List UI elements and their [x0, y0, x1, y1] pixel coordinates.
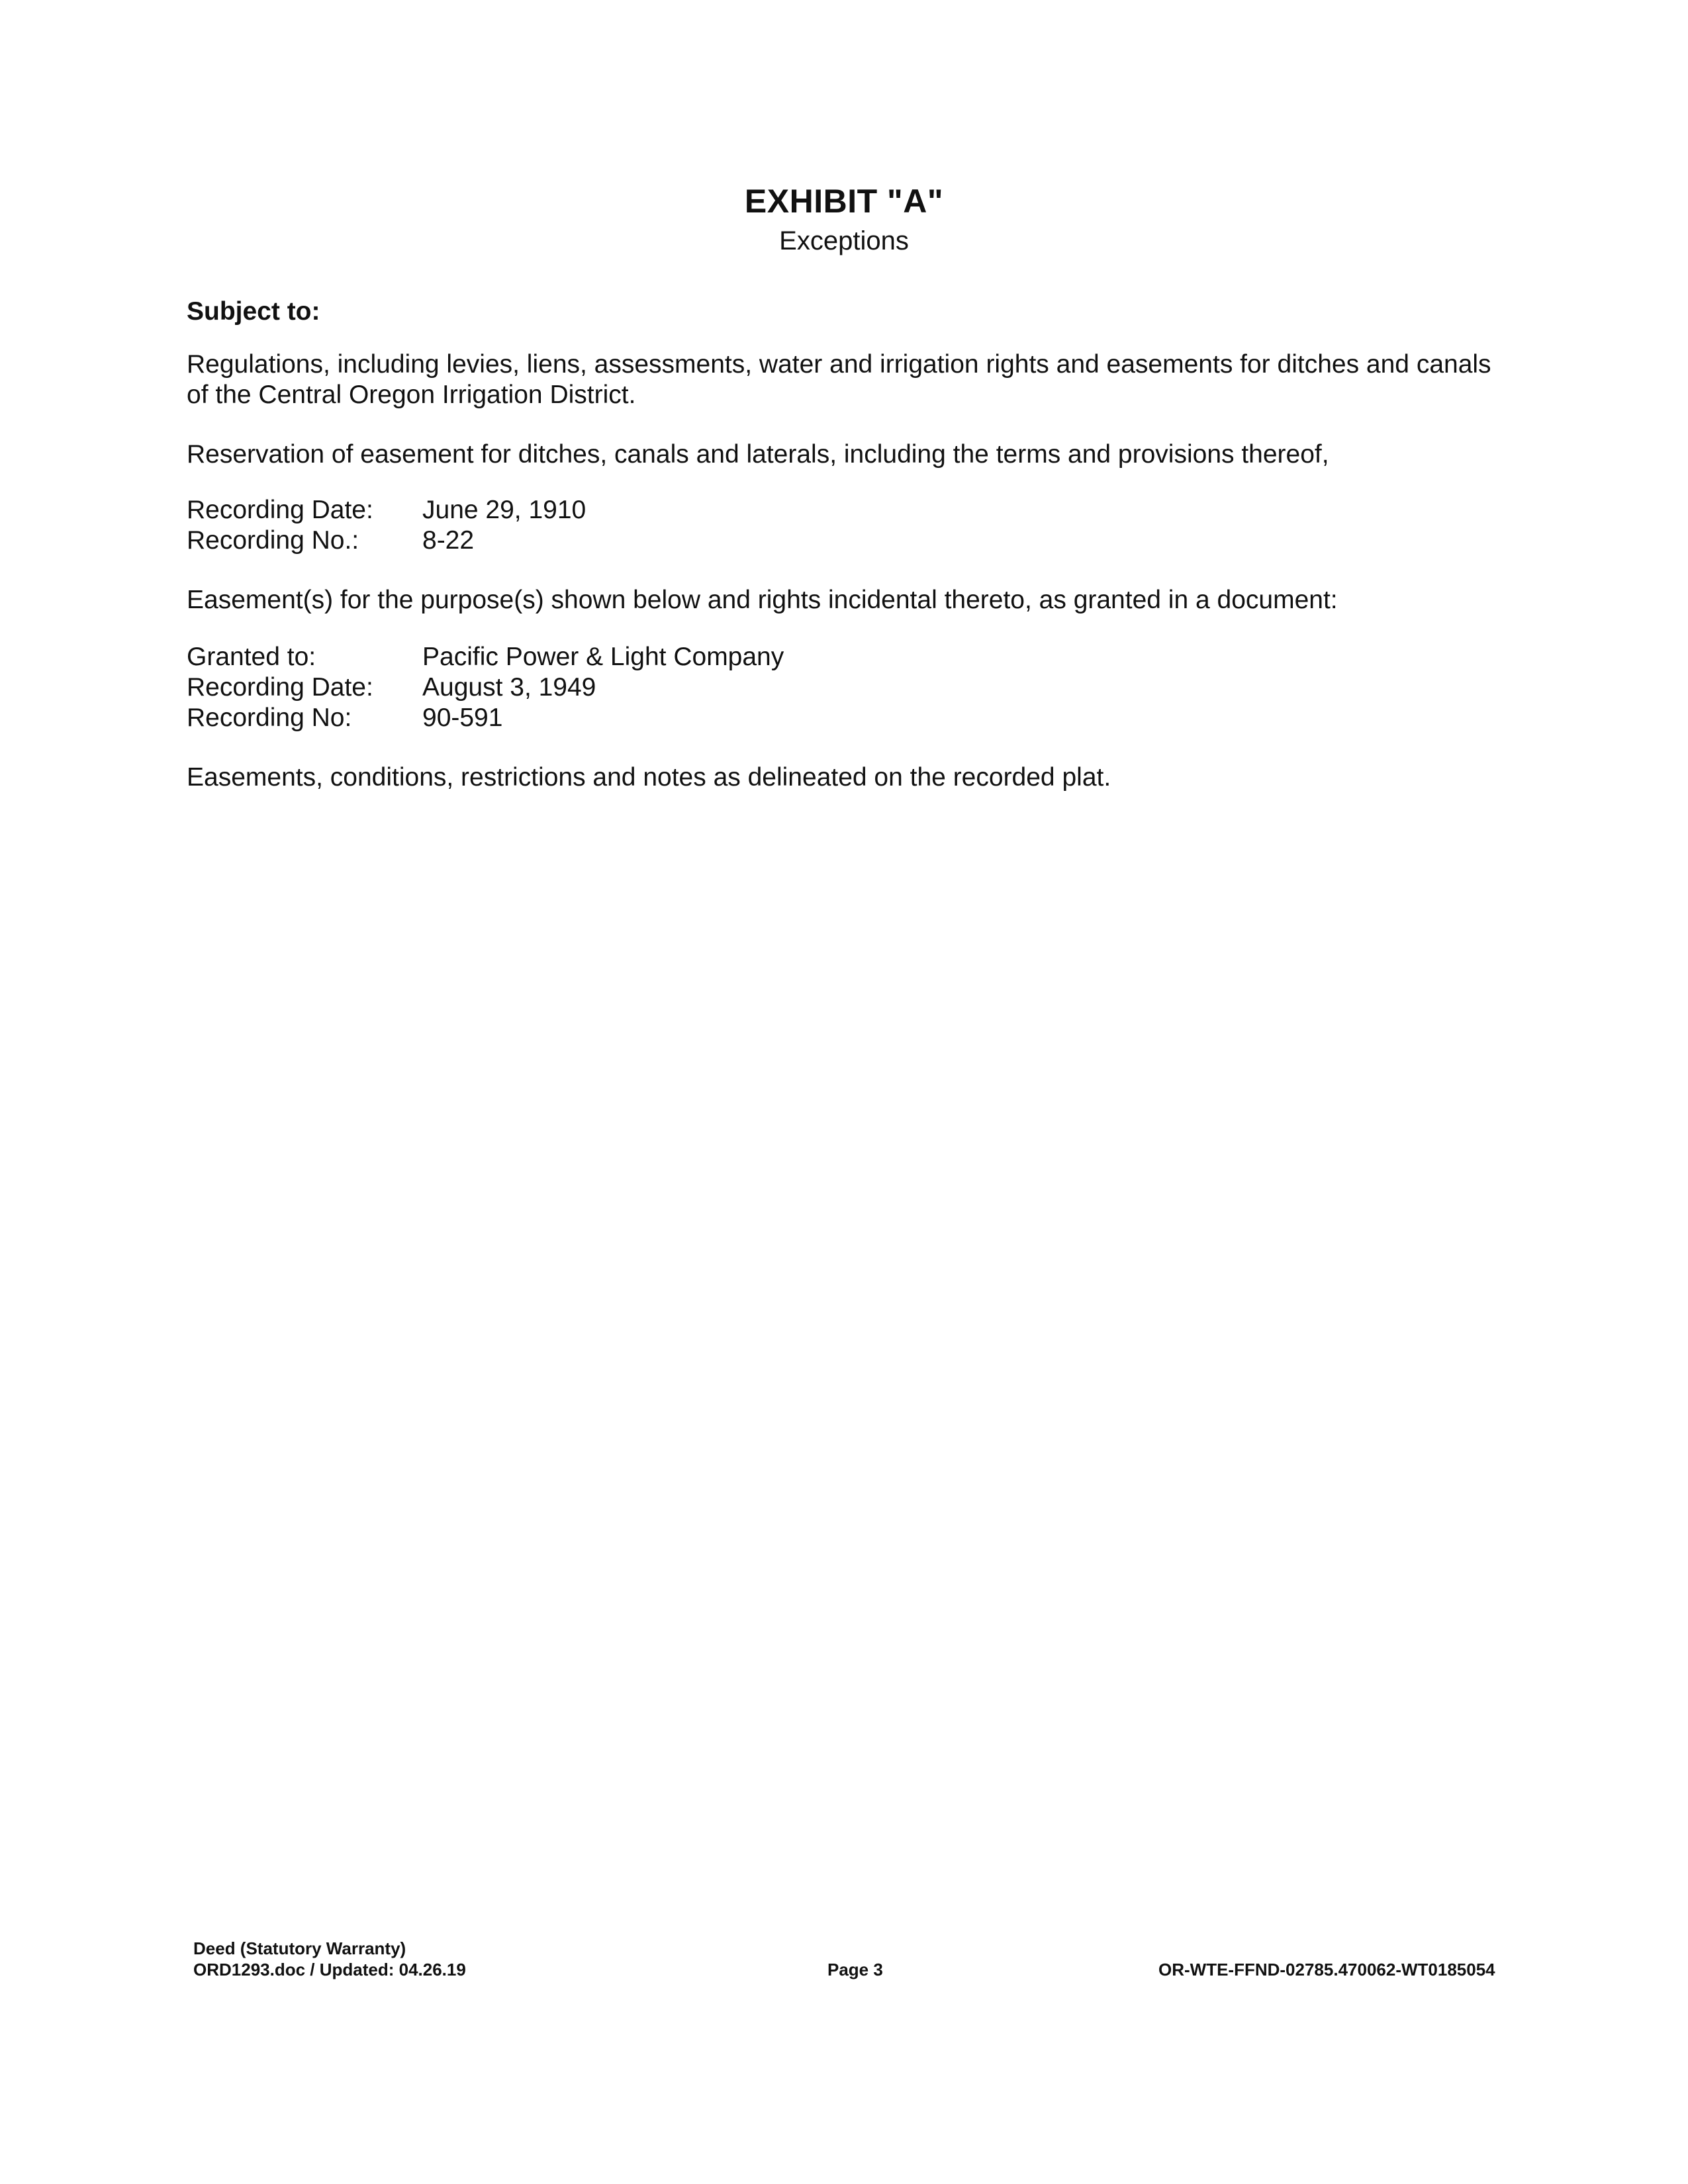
detail-value: August 3, 1949 [422, 673, 596, 702]
detail-value: 90-591 [422, 704, 503, 732]
easement-paragraph: Easement(s) for the purpose(s) shown below and rights incidental thereto, as granted in a document: [187, 586, 1338, 614]
regulations-paragraph: Regulations, including levies, liens, assessments, water and irrigation rights and easements for ditches and canals of the Central Oregon Irrigation District. [187, 350, 1491, 409]
detail-label: Recording Date: [187, 673, 373, 702]
detail-label: Recording No: [187, 704, 352, 732]
subject-to-label: Subject to: [187, 297, 320, 326]
detail-value: Pacific Power & Light Company [422, 643, 784, 671]
document-header [0, 180, 1688, 259]
detail-row [187, 495, 1511, 525]
exhibit-title: EXHIBIT "A" [744, 183, 944, 220]
plat-paragraph: Easements, conditions, restrictions and notes as delineated on the recorded plat. [187, 763, 1111, 792]
footer-page-number: Page 3 [827, 1960, 883, 1979]
detail-value: 8-22 [422, 526, 475, 555]
exhibit-subtitle: Exceptions [779, 226, 909, 255]
detail-label: Recording No.: [187, 526, 359, 555]
footer-deed-type: Deed (Statutory Warranty) [193, 1938, 406, 1958]
document-body [187, 296, 1511, 822]
footer-document-info [193, 1938, 466, 1980]
easement-details [187, 642, 1511, 733]
footer-order-number: OR-WTE-FFND-02785.470062-WT0185054 [1158, 1960, 1495, 1979]
footer-file-updated: ORD1293.doc / Updated: 04.26.19 [193, 1960, 466, 1979]
reservation-details [187, 495, 1511, 556]
detail-row [187, 672, 1511, 703]
reservation-paragraph: Reservation of easement for ditches, canals and laterals, including the terms and provisions thereof, [187, 440, 1329, 469]
detail-row [187, 525, 1511, 556]
detail-row [187, 703, 1511, 733]
detail-label: Recording Date: [187, 496, 373, 524]
detail-row [187, 642, 1511, 672]
detail-label: Granted to: [187, 643, 316, 671]
detail-value: June 29, 1910 [422, 496, 586, 524]
